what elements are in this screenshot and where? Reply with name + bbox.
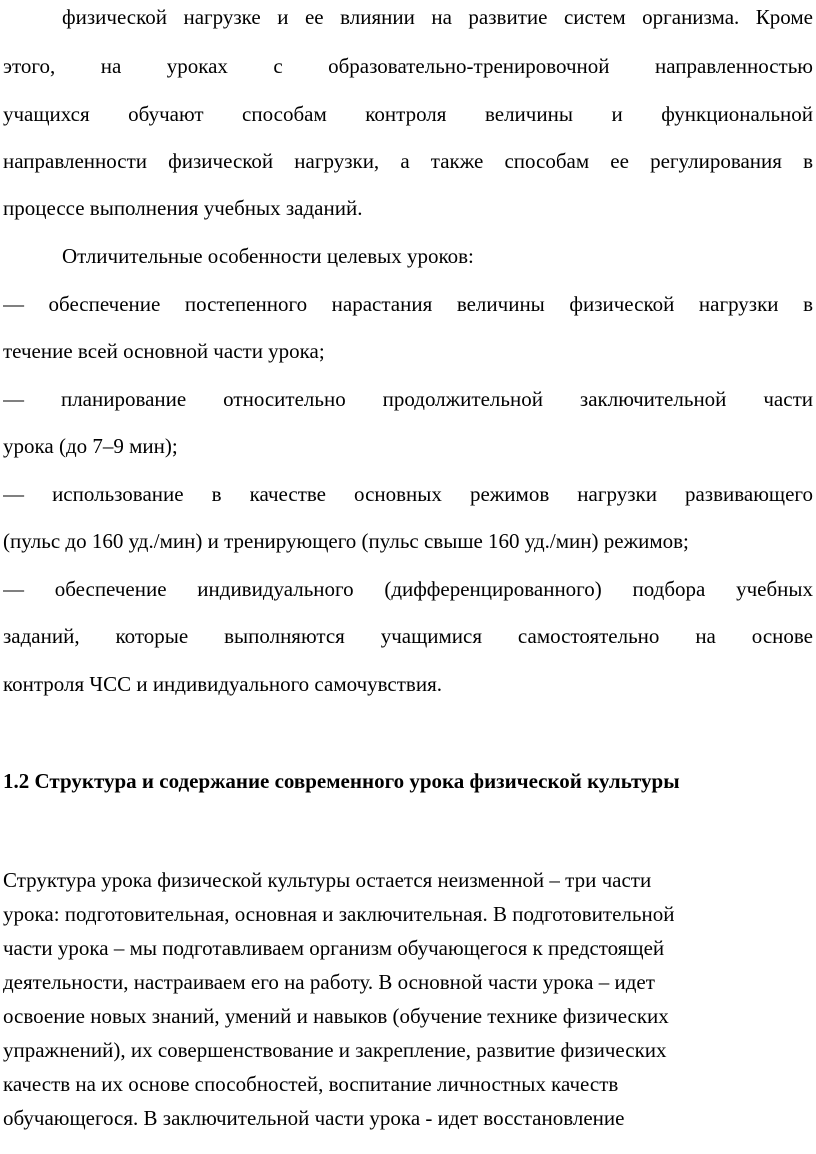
feature-item-1-line-2: течение всей основной части урока; — [3, 339, 325, 363]
feature-item-3-line-1: — использование в качестве основных режимов нагрузки развивающего — [3, 482, 813, 506]
paragraph-3-line-2: урока: подготовительная, основная и заключительная. В подготовительной — [3, 902, 675, 926]
feature-item-4-line-1: — обеспечение индивидуального (дифференцированного) подбора учебных — [3, 577, 813, 601]
paragraph-3-line-6: упражнений), их совершенствование и закрепление, развитие физических — [3, 1038, 667, 1062]
feature-item-4-line-3: контроля ЧСС и индивидуального самочувствия. — [3, 672, 442, 696]
feature-item-2-line-1: — планирование относительно продолжительной заключительной части — [3, 387, 813, 411]
paragraph-3-line-1: Структура урока физической культуры остается неизменной – три части — [3, 868, 652, 892]
paragraph-3-line-7: качеств на их основе способностей, воспитание личностных качеств — [3, 1072, 619, 1096]
paragraph-1-line-2: этого, на уроках с образовательно-тренировочной направленностью — [3, 54, 813, 78]
feature-item-1-line-1: — обеспечение постепенного нарастания величины физической нагрузки в — [3, 292, 813, 316]
feature-item-2-line-2: урока (до 7–9 мин); — [3, 434, 178, 458]
features-intro: Отличительные особенности целевых уроков: — [62, 244, 474, 268]
feature-item-3-line-2: (пульс до 160 уд./мин) и тренирующего (пульс свыше 160 уд./мин) режимов; — [3, 529, 689, 553]
paragraph-3-line-5: освоение новых знаний, умений и навыков (обучение технике физических — [3, 1004, 669, 1028]
paragraph-1-line-5: процессе выполнения учебных заданий. — [3, 196, 363, 220]
paragraph-1-line-4: направленности физической нагрузки, а также способам ее регулирования в — [3, 149, 813, 173]
paragraph-3-line-8: обучающегося. В заключительной части урока - идет восстановление — [3, 1106, 625, 1130]
paragraph-3-line-4: деятельности, настраиваем его на работу. В основной части урока – идет — [3, 970, 655, 994]
paragraph-1-line-1: физической нагрузке и ее влиянии на развитие систем организма. Кроме — [62, 5, 813, 29]
paragraph-3-line-3: части урока – мы подготавливаем организм обучающегося к предстоящей — [3, 936, 665, 960]
section-heading: 1.2 Структура и содержание современного урока физической культуры — [3, 769, 680, 793]
feature-item-4-line-2: заданий, которые выполняются учащимися самостоятельно на основе — [3, 624, 813, 648]
paragraph-1-line-3: учащихся обучают способам контроля величины и функциональной — [3, 102, 813, 126]
